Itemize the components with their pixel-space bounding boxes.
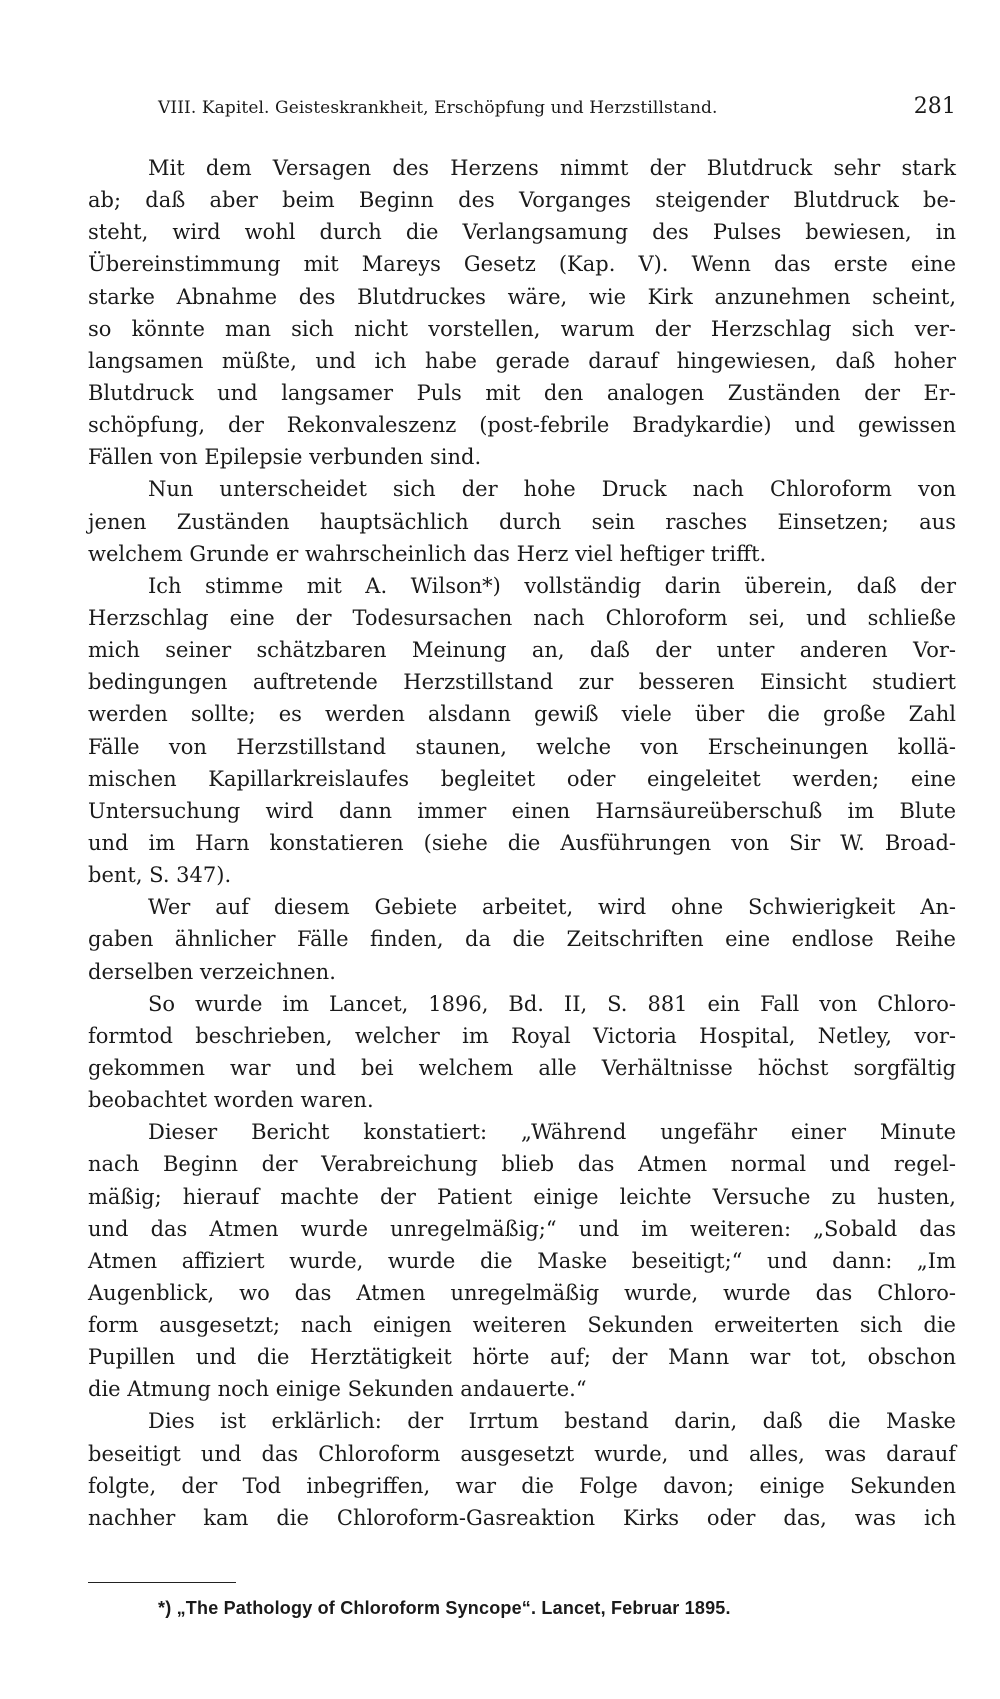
text-line: Fälle von Herzstillstand staunen, welche von Erscheinungen kollä- bbox=[88, 734, 956, 759]
text-line: Übereinstimmung mit Mareys Gesetz (Kap. V). Wenn das erste eine bbox=[88, 252, 956, 277]
text-line: Atmen affiziert wurde, wurde die Maske beseitigt;“ und dann: „Im bbox=[88, 1248, 956, 1273]
text-line: langsamen müßte, und ich habe gerade darauf hingewiesen, daß hoher bbox=[88, 348, 956, 373]
text-line: nachher kam die Chloroform-Gasreaktion Kirks oder das, was ich bbox=[88, 1505, 956, 1530]
text-line: Fällen von Epilepsie verbunden sind. bbox=[88, 445, 482, 470]
text-line: jenen Zuständen hauptsächlich durch sein rasches Einsetzen; aus bbox=[88, 509, 956, 534]
text-line: gaben ähnlicher Fälle finden, da die Zeitschriften eine endlose Reihe bbox=[88, 927, 956, 952]
text-line: so könnte man sich nicht vorstellen, warum der Herzschlag sich ver- bbox=[88, 316, 956, 341]
text-line: mischen Kapillarkreislaufes begleitet oder eingeleitet werden; eine bbox=[88, 766, 956, 791]
page-number: 281 bbox=[913, 94, 956, 119]
body-text bbox=[88, 152, 956, 1534]
text-line: Dieser Bericht konstatiert: „Während ungefähr einer Minute bbox=[148, 1120, 956, 1145]
text-line: Ich stimme mit A. Wilson*) vollständig darin überein, daß der bbox=[148, 573, 956, 598]
text-line: Mit dem Versagen des Herzens nimmt der Blutdruck sehr stark bbox=[148, 156, 956, 180]
text-line: folgte, der Tod inbegriffen, war die Folge davon; einige Sekunden bbox=[88, 1473, 956, 1498]
text-line: gekommen war und bei welchem alle Verhältnisse höchst sorgfältig bbox=[88, 1055, 956, 1080]
text-line: die Atmung noch einige Sekunden andauerte.“ bbox=[88, 1377, 587, 1402]
text-line: mäßig; hierauf machte der Patient einige leichte Versuche zu husten, bbox=[88, 1184, 956, 1209]
text-line: schöpfung, der Rekonvaleszenz (post-febrile Bradykardie) und gewissen bbox=[88, 413, 956, 438]
text-line: ab; daß aber beim Beginn des Vorganges steigender Blutdruck be- bbox=[88, 188, 956, 213]
text-line: und das Atmen wurde unregelmäßig;“ und im weiteren: „Sobald das bbox=[88, 1216, 956, 1241]
text-line: Pupillen und die Herztätigkeit hörte auf; der Mann war tot, obschon bbox=[88, 1345, 956, 1370]
chapter-title: VIII. Kapitel. Geisteskrankheit, Erschöpfung und Herzstillstand. bbox=[158, 98, 718, 118]
text-line: form ausgesetzt; nach einigen weiteren Sekunden erweiterten sich die bbox=[88, 1313, 956, 1338]
text-line: werden sollte; es werden alsdann gewiß viele über die große Zahl bbox=[88, 702, 956, 727]
text-line: Augenblick, wo das Atmen unregelmäßig wurde, wurde das Chloro- bbox=[88, 1280, 956, 1305]
text-line: Dies ist erklärlich: der Irrtum bestand darin, daß die Maske bbox=[148, 1409, 956, 1434]
text-line: mich seiner schätzbaren Meinung an, daß der unter anderen Vor- bbox=[88, 638, 956, 663]
text-line: formtod beschrieben, welcher im Royal Victoria Hospital, Netley, vor- bbox=[88, 1023, 956, 1048]
text-line: So wurde im Lancet, 1896, Bd. II, S. 881 ein Fall von Chloro- bbox=[148, 991, 956, 1016]
text-line: Wer auf diesem Gebiete arbeitet, wird ohne Schwierigkeit An- bbox=[148, 895, 956, 920]
text-line: beobachtet worden waren. bbox=[88, 1088, 374, 1113]
text-line: starke Abnahme des Blutdruckes wäre, wie Kirk anzunehmen scheint, bbox=[88, 284, 956, 309]
text-line: bedingungen auftretende Herzstillstand zur besseren Einsicht studiert bbox=[88, 670, 956, 695]
text-line: Nun unterscheidet sich der hohe Druck nach Chloroform von bbox=[148, 477, 956, 502]
footnote-divider bbox=[88, 1582, 236, 1583]
text-line: steht, wird wohl durch die Verlangsamung des Pulses bewiesen, in bbox=[88, 220, 956, 245]
footnote: *) „The Pathology of Chloroform Syncope“. Lancet, Februar 1895. bbox=[158, 1598, 731, 1618]
text-line: welchem Grunde er wahrscheinlich das Herz viel heftiger trifft. bbox=[88, 541, 767, 566]
text-line: beseitigt und das Chloroform ausgesetzt wurde, und alles, was darauf bbox=[88, 1441, 956, 1466]
text-line: Blutdruck und langsamer Puls mit den analogen Zuständen der Er- bbox=[88, 380, 956, 405]
text-line: nach Beginn der Verabreichung blieb das Atmen normal und regel- bbox=[88, 1152, 956, 1177]
text-line: derselben verzeichnen. bbox=[88, 959, 336, 984]
text-line: Herzschlag eine der Todesursachen nach Chloroform sei, und schließe bbox=[88, 605, 956, 630]
text-line: Untersuchung wird dann immer einen Harnsäureüberschuß im Blute bbox=[88, 798, 956, 823]
text-line: und im Harn konstatieren (siehe die Ausführungen von Sir W. Broad- bbox=[88, 830, 956, 855]
running-head bbox=[158, 94, 956, 124]
text-line: bent, S. 347). bbox=[88, 863, 232, 888]
